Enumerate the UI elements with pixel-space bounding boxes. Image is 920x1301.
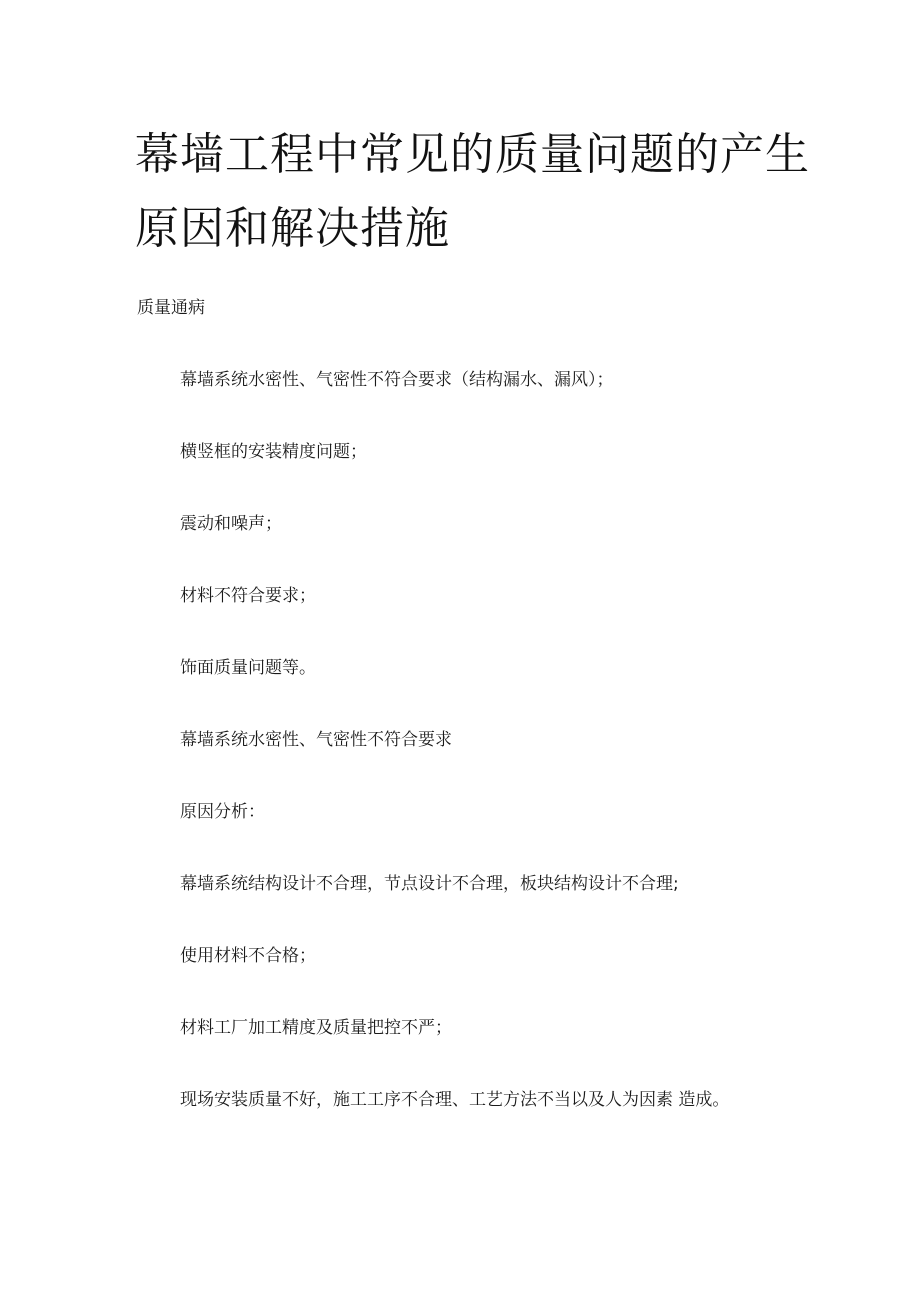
content-line-11: 现场安装质量不好，施工工序不合理、工艺方法不当以及人为因素 造成。 [180,1090,730,1110]
section-heading: 质量通病 [137,298,205,318]
content-line-5: 饰面质量问题等。 [180,658,316,678]
content-list [180,368,880,1160]
content-line-2: 横竖框的安装精度问题； [180,442,367,462]
document-title [135,118,815,266]
content-line-6: 幕墙系统水密性、气密性不符合要求 [180,730,452,750]
title-line-1: 幕墙工程中常见的质量问题的产生 [135,129,810,180]
content-line-4: 材料不符合要求； [180,586,316,606]
title-line-2: 原因和解决措施 [135,203,450,254]
content-line-8: 幕墙系统结构设计不合理，节点设计不合理，板块结构设计不合理; [180,874,679,894]
content-line-3: 震动和噪声； [180,514,282,534]
content-line-10: 材料工厂加工精度及质量把控不严； [180,1018,452,1038]
content-line-9: 使用材料不合格； [180,946,316,966]
content-line-1: 幕墙系统水密性、气密性不符合要求（结构漏水、漏风）； [180,370,614,390]
content-line-7: 原因分析： [180,802,265,822]
